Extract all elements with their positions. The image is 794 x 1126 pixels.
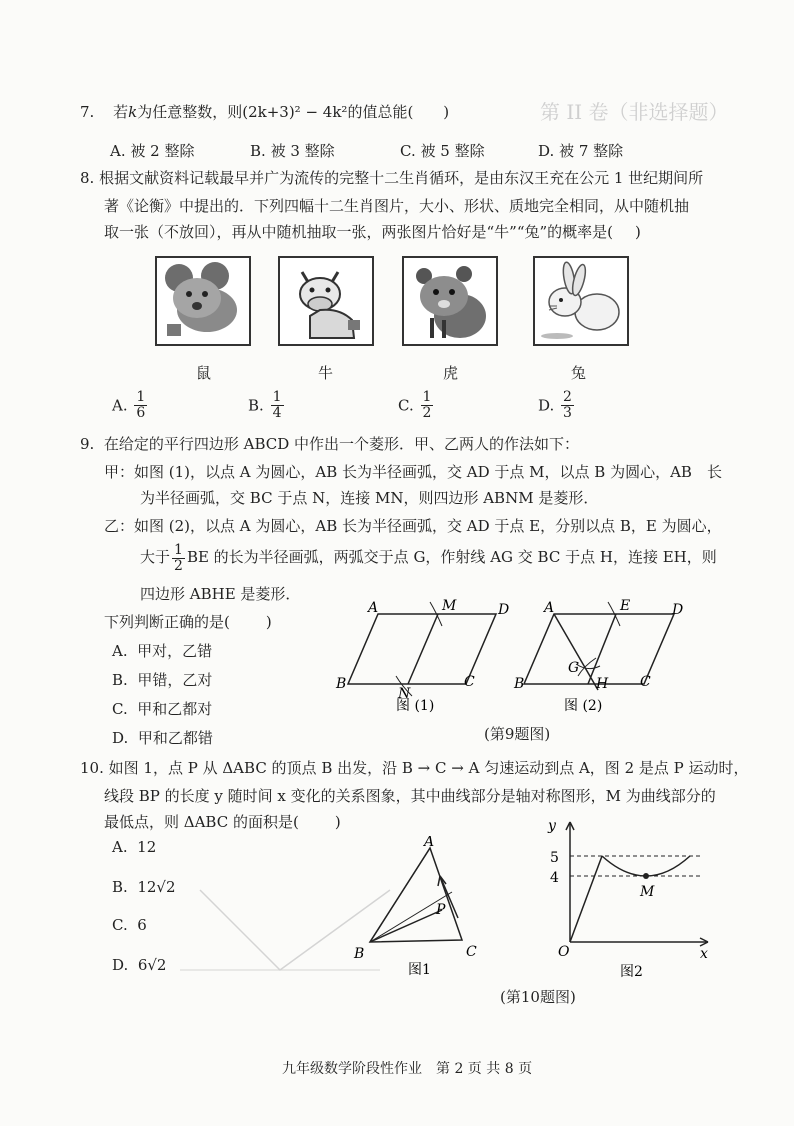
animal-label-ox: 牛 (318, 364, 334, 382)
ray-ag (554, 614, 598, 690)
q9-yi3: 四边形 ABHE 是菱形． (140, 585, 301, 603)
segment-mn (408, 614, 438, 684)
q7-stem (80, 100, 449, 124)
page-footer: 九年级数学阶段性作业 第 2 页 共 8 页 (282, 1061, 533, 1077)
fig1-caption: 图1 (408, 962, 431, 976)
label-c: C (640, 674, 651, 690)
label-m: M (640, 884, 655, 900)
label-5: 5 (550, 850, 559, 866)
q9-option-c[interactable]: C. 甲和乙都对 (112, 700, 213, 718)
parallelogram-abcd (524, 614, 674, 684)
q9-option-b[interactable]: B. 甲错，乙对 (112, 671, 213, 689)
label-e: E (620, 598, 631, 614)
label-c: C (464, 674, 475, 690)
q9-jia2: 为半径画弧，交 BC 于点 N，连接 MN，则四边形 ABNM 是菱形． (140, 489, 599, 507)
q8-line1: 8. 根据文献资料记载最早并广为流传的完整十二生肖循环，是由东汉王充在公元 1 世纪期间所 (80, 169, 704, 187)
label-a: A (368, 600, 379, 616)
answer-paren: ) (265, 613, 272, 631)
q9-yi2: 大于 $\frac{1}{2}$ BE 的长为半径画弧，两弧交于点 G，作射线 AG 交 BC 于点 H，连接 EH，则 (140, 541, 717, 574)
label-b: B (336, 676, 347, 692)
label-g: G (568, 660, 580, 676)
q7-option-d[interactable]: D. 被 7 整除 (538, 142, 624, 160)
q7-number: 7. (80, 103, 95, 121)
label-d: D (672, 602, 684, 618)
answer-paren: ) (635, 223, 641, 241)
rabbit-image (533, 256, 629, 346)
q9-figure-caption: (第9题图) (484, 725, 551, 743)
label-a: A (424, 836, 435, 850)
q8-option-d[interactable]: D. $\frac{2}{3}$ (538, 389, 572, 421)
fig2-caption: 图 (2) (564, 698, 603, 714)
q7-expression: (2k+3)² − 4k² (242, 103, 348, 121)
q9-jia1: 甲：如图 (1)，以点 A 为圆心，AB 长为半径画弧，交 AD 于点 M，以点 B 为圆心，AB 长 (104, 463, 722, 481)
q10-figure-1 (340, 836, 490, 976)
point-m (643, 873, 649, 879)
animal-label-rat: 鼠 (196, 364, 212, 382)
q8-line3: 取一张（不放回），再从中随机抽取一张，两张图片恰好是“牛”“兔”的概率是( ) (104, 223, 641, 241)
segment-eh (588, 614, 616, 684)
answer-paren: ) (443, 103, 450, 121)
q7-text: 若 (113, 103, 129, 121)
q9-ask: 下列判断正确的是( ) (104, 613, 272, 631)
q10-line3: 最低点，则 ΔABC 的面积是( ) (104, 813, 341, 831)
label-origin: O (558, 944, 570, 960)
q8-option-a[interactable]: A. $\frac{1}{6}$ (112, 389, 146, 421)
q9-number: 9. (80, 435, 95, 453)
label-m: M (442, 598, 457, 614)
q8-option-b[interactable]: B. $\frac{1}{4}$ (248, 389, 282, 421)
q9-option-a[interactable]: A. 甲对，乙错 (112, 642, 213, 660)
q10-line2: 线段 BP 的长度 y 随时间 x 变化的关系图象，其中曲线部分是轴对称图形，M 为曲线部分的 (104, 787, 716, 805)
q8-option-c[interactable]: C. $\frac{1}{2}$ (398, 389, 432, 421)
ox-image (278, 256, 374, 346)
animal-label-tiger: 虎 (443, 364, 459, 382)
label-a: A (544, 600, 555, 616)
q10-number: 10. (80, 759, 104, 777)
q8-line2: 著《论衡》中提出的．下列四幅十二生肖图片，大小、形状、质地完全相同，从中随机抽 (104, 197, 690, 215)
label-y: y (548, 818, 556, 834)
label-h: H (596, 676, 609, 692)
label-b: B (514, 676, 525, 692)
q7-option-c[interactable]: C. 被 5 整除 (400, 142, 485, 160)
q9-yi1: 乙：如图 (2)，以点 A 为圆心，AB 长为半径画弧，交 AD 于点 E，分别以点 B，E 为圆心， (104, 517, 722, 535)
q7-option-a[interactable]: A. 被 2 整除 (110, 142, 195, 160)
q8-number: 8. (80, 169, 95, 187)
q9-line1: 9. 在给定的平行四边形 ABCD 中作出一个菱形．甲、乙两人的作法如下： (80, 435, 580, 453)
rat-image (155, 256, 251, 346)
q7-var: k (128, 103, 138, 121)
q9-figure-1 (330, 596, 510, 716)
label-b: B (354, 946, 365, 962)
q10-option-a[interactable]: A. 12 (112, 838, 157, 856)
q7-text: 的值总能( (347, 103, 414, 121)
bleed-through-text: 第 II 卷（非选择题） (540, 100, 729, 124)
q10-option-d[interactable]: D. 6√2 (112, 956, 167, 974)
q7-option-b[interactable]: B. 被 3 整除 (250, 142, 335, 160)
fig1-caption: 图 (1) (396, 698, 435, 714)
answer-paren: ) (334, 813, 341, 831)
q9-option-d[interactable]: D. 甲和乙都错 (112, 729, 213, 747)
graph-line-segment (570, 856, 602, 942)
label-p: P (436, 902, 446, 918)
label-d: D (498, 602, 510, 618)
q10-option-c[interactable]: C. 6 (112, 916, 147, 934)
label-4: 4 (550, 870, 559, 886)
q9-figure-2 (508, 596, 698, 716)
animal-label-rabbit: 兔 (571, 364, 587, 382)
q10-line1: 10. 如图 1，点 P 从 ΔABC 的顶点 B 出发，沿 B → C → A 匀速运动到点 A，图 2 是点 P 运动时， (80, 759, 749, 777)
q10-figure-2 (540, 814, 720, 979)
fig2-caption: 图2 (620, 964, 643, 979)
label-c: C (466, 944, 477, 960)
q7-text: 为任意整数，则 (137, 103, 243, 121)
q10-figure-caption: (第10题图) (500, 988, 576, 1006)
q10-option-b[interactable]: B. 12√2 (112, 878, 176, 896)
label-x: x (700, 946, 708, 962)
label-n: N (398, 686, 411, 702)
tiger-image (402, 256, 498, 346)
